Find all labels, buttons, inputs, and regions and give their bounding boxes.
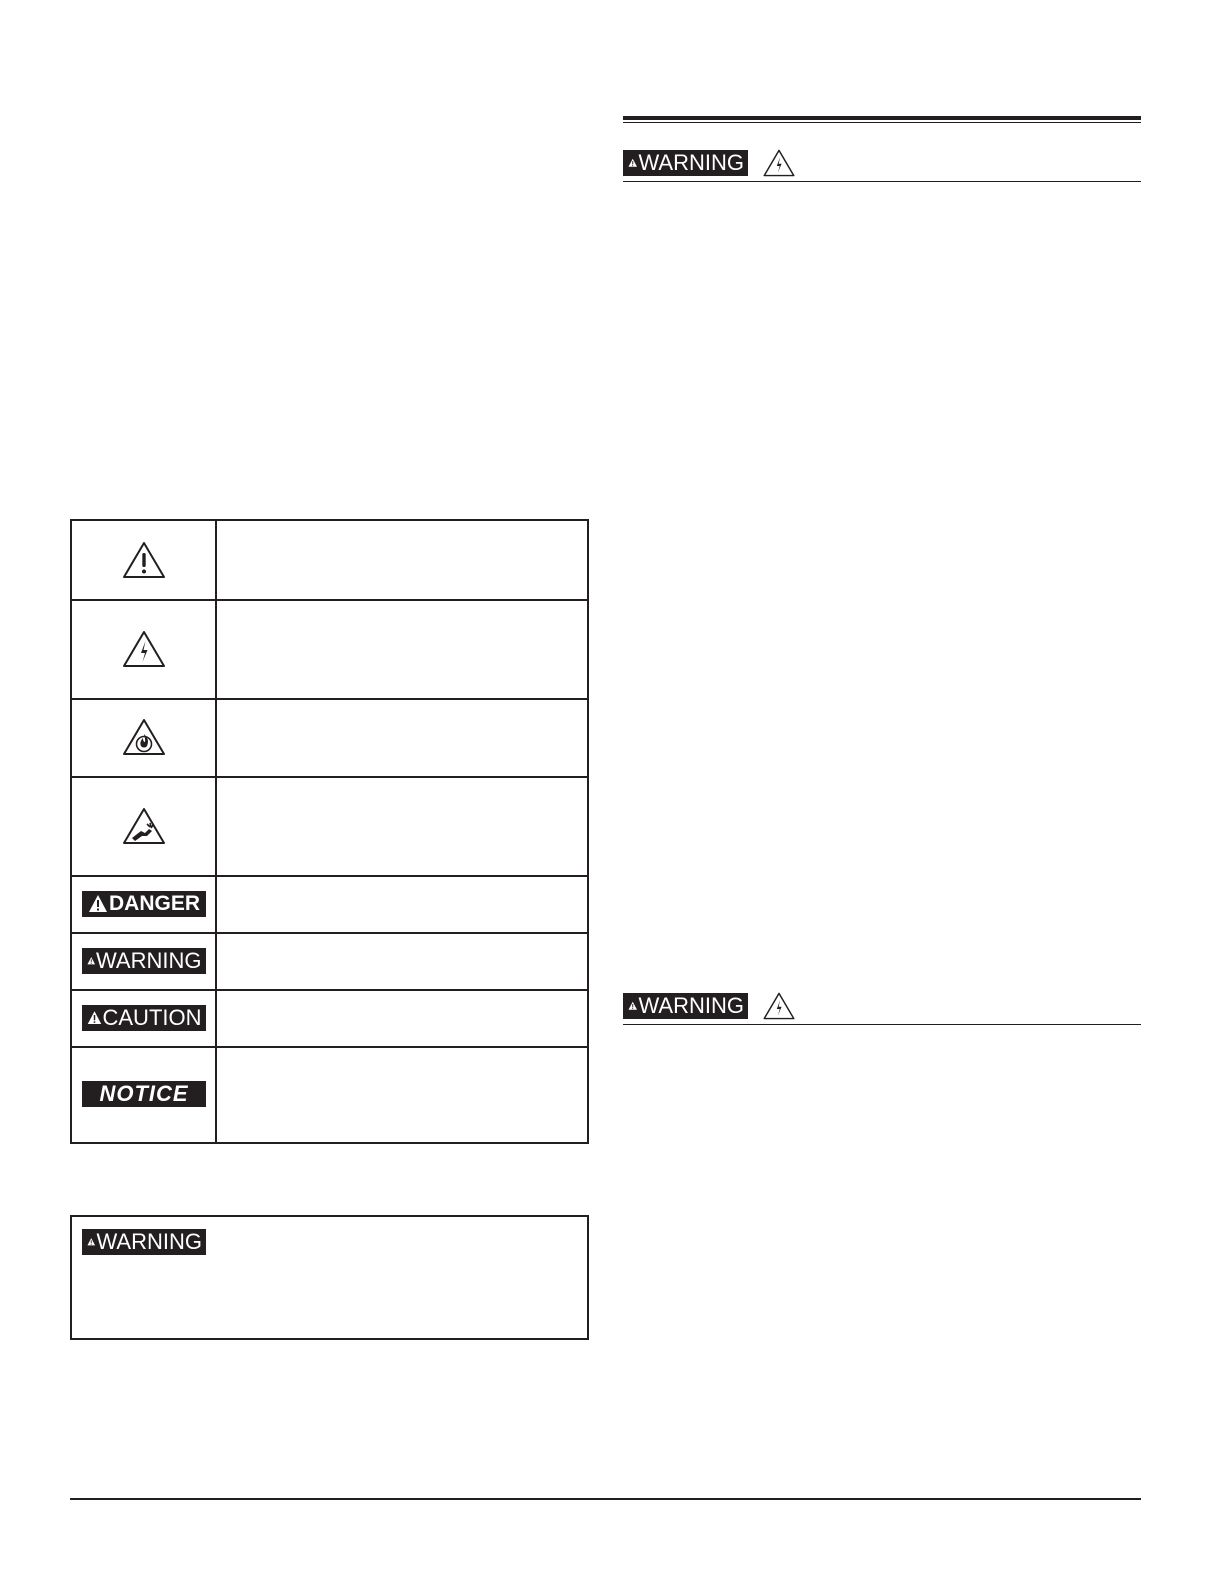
legend-row-notice [72, 1046, 587, 1142]
alert-triangle-icon [87, 1008, 102, 1028]
notice-label: NOTICE [82, 1081, 206, 1107]
alert-triangle-icon [628, 153, 637, 173]
warning-label: WARNING [82, 1229, 206, 1255]
legend-description [217, 776, 587, 875]
hand-injury-icon [121, 806, 167, 846]
section-rule [623, 122, 1141, 123]
alert-triangle-icon [87, 1232, 95, 1252]
legend-row-electrical [72, 599, 587, 700]
warning-box [70, 1215, 589, 1340]
legend-row-caution [72, 989, 587, 1048]
warning-label: WARNING [82, 948, 206, 974]
electrical-shock-icon [762, 991, 796, 1021]
safety-alert-icon [121, 540, 167, 580]
header-underline [623, 181, 1141, 182]
danger-label: DANGER [82, 891, 206, 917]
legend-description [217, 521, 587, 599]
alert-triangle-icon [628, 996, 637, 1016]
legend-description [217, 1046, 587, 1142]
alert-triangle-icon [87, 951, 95, 971]
fire-hazard-icon [121, 717, 167, 757]
footer-rule [70, 1498, 1141, 1500]
legend-description [217, 599, 587, 698]
caution-label: CAUTION [82, 1005, 206, 1031]
alert-triangle-icon [88, 894, 108, 914]
legend-description [217, 698, 587, 776]
legend-description [217, 989, 587, 1046]
legend-description [217, 932, 587, 989]
section-rule [623, 116, 1141, 120]
warning-header [623, 991, 796, 1021]
legend-row-warning [72, 932, 587, 991]
warning-label: WARNING [623, 993, 748, 1019]
legend-description [217, 875, 587, 932]
legend-row-fire [72, 698, 587, 778]
legend-row-hand-injury [72, 776, 587, 877]
safety-symbol-legend [70, 519, 589, 1144]
warning-label: WARNING [623, 150, 748, 176]
legend-row-safety-alert [72, 521, 587, 601]
header-underline [623, 1024, 1141, 1025]
legend-row-danger [72, 875, 587, 934]
electrical-shock-icon [762, 148, 796, 178]
warning-header [623, 148, 796, 178]
electrical-shock-icon [121, 629, 167, 669]
